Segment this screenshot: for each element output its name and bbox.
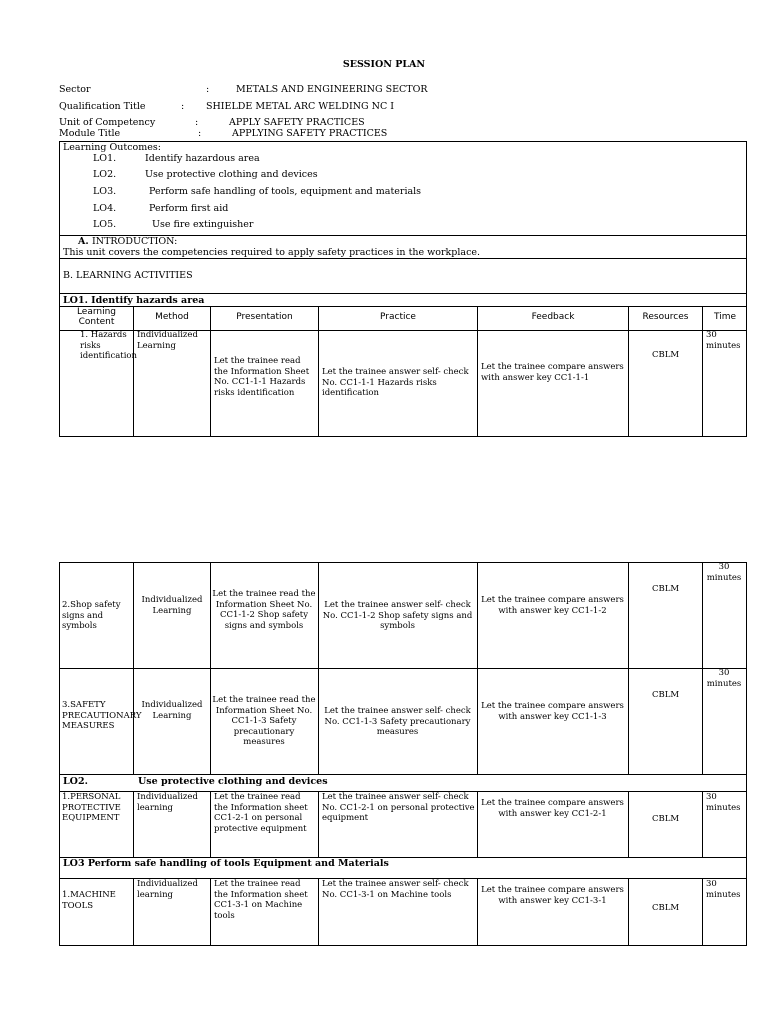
row4-time: 30 minutes <box>706 792 741 813</box>
row3-method: Individualized Learning <box>141 700 203 721</box>
column-divider <box>133 562 134 774</box>
row2-presentation: Let the trainee read the Information Sheet No. CC1-1-2 Shop safety signs and symbols <box>212 589 316 631</box>
column-divider <box>318 306 319 437</box>
row2-method: Individualized Learning <box>141 595 203 616</box>
row5-method: Individualized learning <box>137 879 198 900</box>
column-divider <box>210 306 211 437</box>
row4-practice: Let the trainee answer self- check No. CC1-2-1 on personal protective equipment <box>322 792 475 824</box>
module-label: Module Title <box>59 128 121 139</box>
column-divider <box>628 306 629 437</box>
row1-practice: Let the trainee answer self- check No. CC1-1-1 Hazards risks identification <box>322 367 469 399</box>
qualification-colon: : <box>181 101 185 112</box>
column-header-feedback: Feedback <box>531 312 575 322</box>
intro-text: This unit covers the competencies required to apply safety practices in the workplace. <box>63 247 481 258</box>
row1-time: 30 minutes <box>706 330 741 351</box>
row4-presentation: Let the trainee read the Information sheet CC1-2-1 on personal protective equipment <box>214 792 308 834</box>
divider <box>59 293 747 294</box>
row3-feedback: Let the trainee compare answers with answer key CC1-1-3 <box>481 701 624 722</box>
column-divider <box>477 306 478 437</box>
column-divider <box>133 791 134 857</box>
column-divider <box>702 878 703 946</box>
lo-text: Use fire extinguisher <box>152 219 254 230</box>
unit-label: Unit of Competency <box>59 117 156 128</box>
column-divider <box>318 878 319 946</box>
row4-feedback: Let the trainee compare answers with answer key CC1-2-1 <box>481 798 624 819</box>
lo-code: LO1. <box>93 153 117 164</box>
module-colon: : <box>198 128 202 139</box>
row4-resources: CBLM <box>651 814 680 824</box>
row3-presentation: Let the trainee read the Information Sheet No. CC1-1-3 Safety precautionary measures <box>212 695 316 748</box>
row2-resources: CBLM <box>651 584 680 594</box>
lo-code: LO2. <box>93 169 117 180</box>
sector-label: Sector <box>59 84 91 95</box>
lo1-heading: LO1. Identify hazards area <box>63 295 205 306</box>
column-divider <box>318 791 319 857</box>
page-title: SESSION PLAN <box>342 59 426 70</box>
sector-value: METALS AND ENGINEERING SECTOR <box>236 84 428 95</box>
row5-practice: Let the trainee answer self- check No. CC1-3-1 on Machine tools <box>322 879 469 900</box>
row2-practice: Let the trainee answer self- check No. CC1-1-2 Shop safety signs and symbols <box>322 600 473 632</box>
lo3-heading: LO3 Perform safe handling of tools Equipment and Materials <box>63 858 389 869</box>
intro-heading: INTRODUCTION: <box>92 236 178 247</box>
column-divider <box>702 306 703 437</box>
lo-code: LO4. <box>93 203 117 214</box>
row5-time: 30 minutes <box>706 879 741 900</box>
column-header-method: Method <box>155 312 189 322</box>
divider <box>59 668 747 669</box>
column-header-learning-content: Learning Content <box>76 307 117 327</box>
row5-feedback: Let the trainee compare answers with answer key CC1-3-1 <box>481 885 624 906</box>
divider <box>59 774 747 775</box>
learning-outcomes-heading: Learning Outcomes: <box>63 142 161 153</box>
row1-feedback: Let the trainee compare answers with answer key CC1-1-1 <box>481 362 624 383</box>
column-divider <box>318 562 319 774</box>
module-value: APPLYING SAFETY PRACTICES <box>232 128 388 139</box>
column-header-presentation: Presentation <box>236 312 293 322</box>
intro-letter: A. <box>78 236 89 247</box>
row5-resources: CBLM <box>651 903 680 913</box>
row1-resources: CBLM <box>651 350 680 360</box>
row5-presentation: Let the trainee read the Information sheet CC1-3-1 on Machine tools <box>214 879 308 921</box>
column-divider <box>210 562 211 774</box>
column-header-practice: Practice <box>380 312 416 322</box>
divider <box>59 258 747 259</box>
lo-code: LO3. <box>93 186 117 197</box>
sector-colon: : <box>206 84 210 95</box>
row5-content: 1.MACHINE TOOLS <box>62 890 116 911</box>
column-divider <box>133 878 134 946</box>
column-divider <box>477 791 478 857</box>
lo-text: Identify hazardous area <box>145 153 260 164</box>
row1-presentation: Let the trainee read the Information Sheet No. CC1-1-1 Hazards risks identification <box>214 356 310 398</box>
row2-content: 2.Shop safety signs and symbols <box>62 600 121 632</box>
row3-resources: CBLM <box>651 690 680 700</box>
row1-content: 1. Hazards risks identification <box>80 330 138 362</box>
row3-time: 30 minutes <box>706 668 742 689</box>
lo2-heading-code: LO2. <box>63 776 88 787</box>
column-divider <box>210 791 211 857</box>
column-divider <box>702 562 703 774</box>
row2-feedback: Let the trainee compare answers with answer key CC1-1-2 <box>481 595 624 616</box>
row4-content: 1.PERSONAL PROTECTIVE EQUIPMENT <box>62 792 121 824</box>
column-divider <box>477 562 478 774</box>
lo2-heading-text: Use protective clothing and devices <box>138 776 328 787</box>
lo-text: Use protective clothing and devices <box>145 169 318 180</box>
column-header-time: Time <box>713 312 737 322</box>
learning-activities-heading: B. LEARNING ACTIVITIES <box>63 270 193 281</box>
unit-colon: : <box>195 117 199 128</box>
row2-time: 30 minutes <box>706 562 742 583</box>
qualification-label: Qualification Title <box>59 101 146 112</box>
lo-text: Perform safe handling of tools, equipment and materials <box>149 186 422 197</box>
row1-method: Individualized Learning <box>137 330 198 351</box>
lo-text: Perform first aid <box>149 203 229 214</box>
column-divider <box>477 878 478 946</box>
column-divider <box>210 878 211 946</box>
divider <box>59 306 747 307</box>
unit-value: APPLY SAFETY PRACTICES <box>229 117 365 128</box>
column-header-resources: Resources <box>642 312 689 322</box>
qualification-value: SHIELDE METAL ARC WELDING NC I <box>206 101 394 112</box>
row3-content: 3.SAFETY PRECAUTIONARY MEASURES <box>62 700 142 732</box>
lo-code: LO5. <box>93 219 117 230</box>
column-divider <box>702 791 703 857</box>
row3-practice: Let the trainee answer self- check No. CC1-1-3 Safety precautionary measures <box>324 706 471 738</box>
row4-method: Individualized learning <box>137 792 198 813</box>
column-divider <box>133 306 134 437</box>
